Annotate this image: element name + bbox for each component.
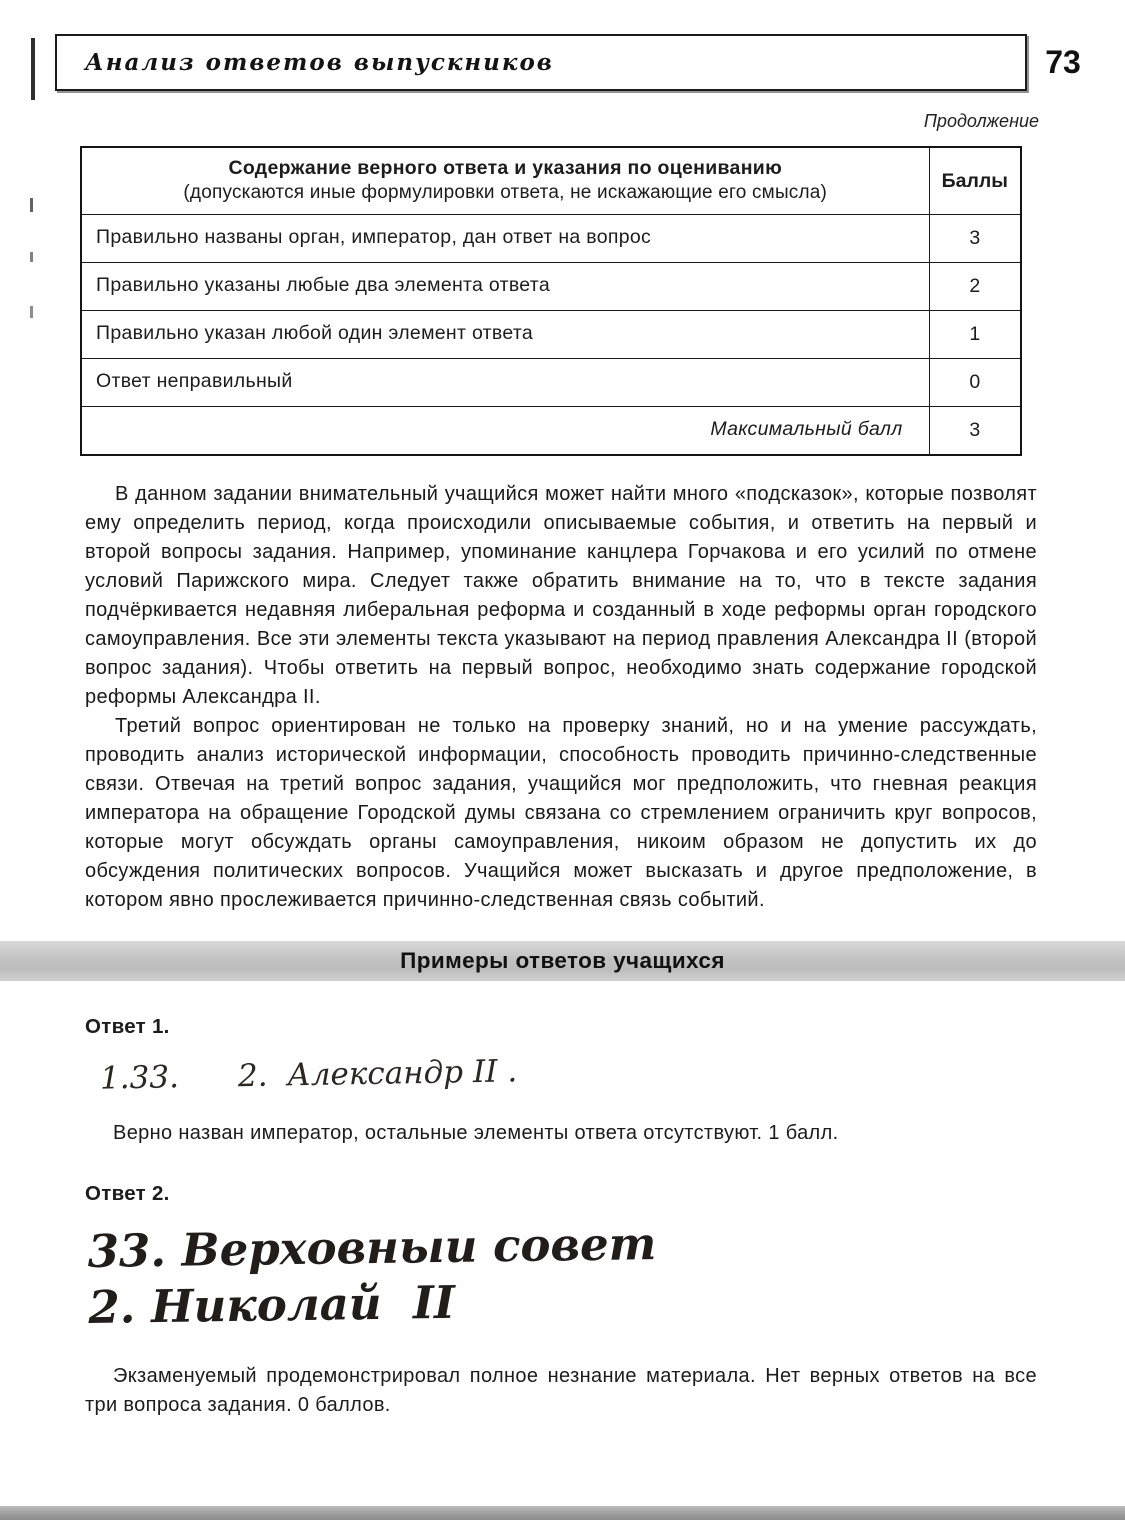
criteria-cell: Правильно указан любой один элемент ответа <box>81 311 929 359</box>
answer-2-handwriting-line1: 33. Верховныи совет <box>87 1217 657 1278</box>
page-number: 73 <box>1045 44 1081 80</box>
scan-artifact <box>30 198 33 212</box>
chapter-header-box <box>55 34 1027 91</box>
criteria-header-line2: (допускаются иные формулировки ответа, не искажающие его смысла) <box>183 182 828 203</box>
answer-2-label: Ответ 2. <box>85 1182 170 1205</box>
criteria-cell: Ответ неправильный <box>81 359 929 407</box>
criteria-header-line1: Содержание верного ответа и указания по оцениванию <box>228 157 783 179</box>
answer-1-label: Ответ 1. <box>85 1015 170 1038</box>
max-score-label: Максимальный балл <box>81 407 929 456</box>
table-row <box>81 359 1021 407</box>
points-cell: 1 <box>929 311 1021 359</box>
page-header <box>0 0 1125 91</box>
answer-2-handwriting <box>87 1216 657 1336</box>
analysis-paragraph-2: Третий вопрос ориентирован не только на проверку знаний, но и на умение рассуждать, проводить анализ исторической информации, способность проводить причинно-следственные связи. Отвечая на третий вопрос задания, учащийся мог предположить, что гневная реакция императора на обращение Городской думы связана со стремлением ограничить круг вопросов, которые могут обсуждать органы самоуправления, никоим образом не допустить их до обсуждения политических вопросов. Учащийся может высказать и другое предположение, в котором явно прослеживается причинно-следственная связь событий. <box>85 715 1037 911</box>
points-header-cell: Баллы <box>929 147 1021 215</box>
points-cell: 0 <box>929 359 1021 407</box>
analysis-paragraph-1: В данном задании внимательный учащийся может найти много «подсказок», которые позволят ему определить период, когда происходили описываемые события, и ответить на первый и второй вопросы задания. Например, упоминание канцлера Горчакова и его усилий по отмене условий Парижского мира. Следует также обратить внимание на то, что в тексте задания подчёркивается недавняя либеральная реформа и созданный в ходе реформы орган городского самоуправления. Все эти элементы текста указывают на период правления Александра II (второй вопрос задания). Чтобы ответить на первый вопрос, необходимо знать содержание городской реформы Александра II. <box>85 483 1037 708</box>
max-score-value: 3 <box>929 407 1021 456</box>
criteria-cell: Правильно названы орган, император, дан ответ на вопрос <box>81 215 929 263</box>
points-cell: 3 <box>929 215 1021 263</box>
answer-1-comment: Верно назван император, остальные элементы ответа отсутствуют. 1 балл. <box>113 1122 839 1144</box>
scan-artifact <box>30 306 33 318</box>
table-row <box>81 215 1021 263</box>
section-heading-band <box>0 941 1125 981</box>
scan-artifact <box>30 252 33 262</box>
continuation-label: Продолжение <box>923 111 1039 131</box>
criteria-header-cell <box>81 147 929 215</box>
scan-edge-bar <box>0 1506 1125 1520</box>
table-row <box>81 263 1021 311</box>
chapter-title: Анализ ответов выпускников <box>85 49 554 76</box>
answer-2-handwriting-line2: 2. Николай II <box>88 1275 456 1334</box>
answer-2-comment: Экзаменуемый продемонстрировал полное незнание материала. Нет верных ответов на все три вопроса задания. 0 баллов. <box>85 1365 1037 1416</box>
scoring-table <box>80 146 1022 456</box>
answer-1-handwriting: 1.33. 2. Александр II . <box>99 1053 518 1097</box>
points-cell: 2 <box>929 263 1021 311</box>
analysis-text <box>85 480 1037 915</box>
table-footer-row <box>81 407 1021 456</box>
table-row <box>81 311 1021 359</box>
scan-artifact <box>31 38 35 100</box>
section-title: Примеры ответов учащихся <box>400 948 725 973</box>
criteria-cell: Правильно указаны любые два элемента ответа <box>81 263 929 311</box>
scoring-table-header-row <box>81 147 1021 215</box>
answer-2-handwriting-block <box>87 1217 1125 1334</box>
